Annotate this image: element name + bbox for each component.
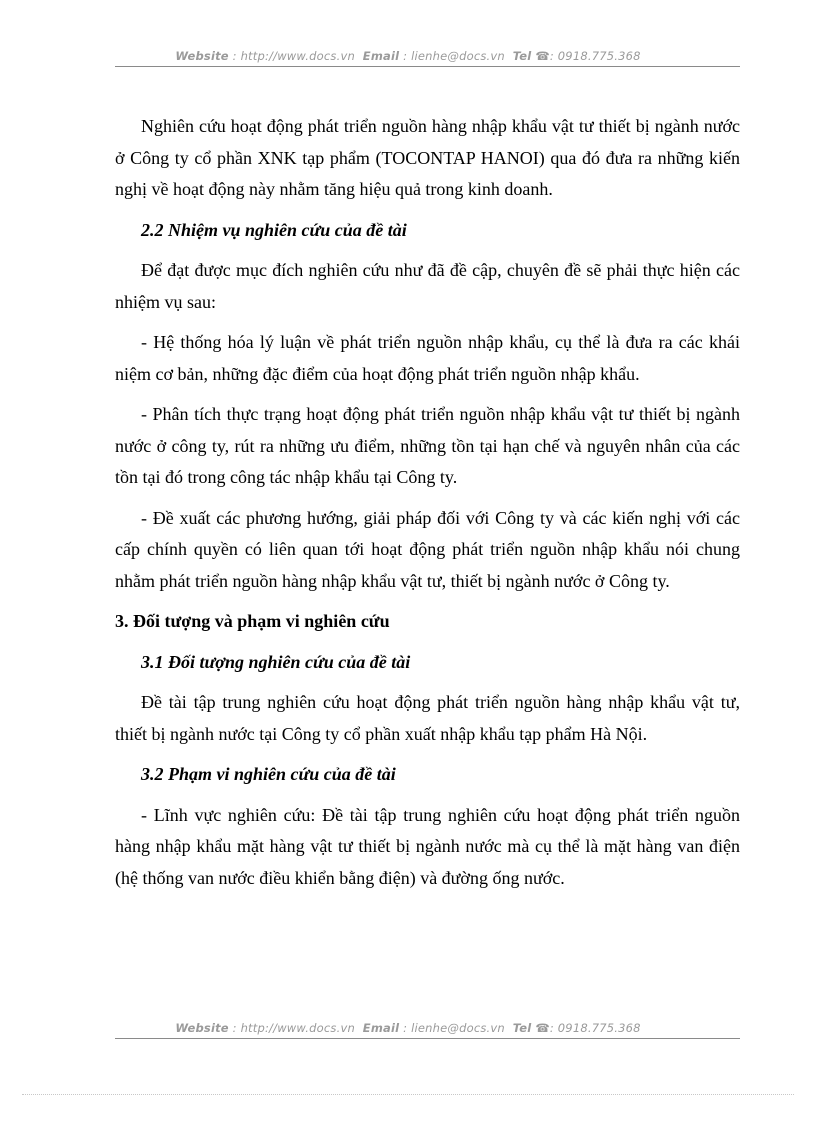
header-website-label: Website [175, 49, 229, 63]
paragraph-scope: - Lĩnh vực nghiên cứu: Đề tài tập trung nghiên cứu hoạt động phát triển nguồn hàng nhập khẩu mặt hàng vật tư thiết bị ngành nước mà cụ thể là mặt hàng van điện (hệ thống van nước điều khiển bằng điện) và đường ống nước. [115, 804, 740, 888]
paragraph-task-1: - Hệ thống hóa lý luận về phát triển nguồn nhập khẩu, cụ thể là đưa ra các khái niệm cơ bản, những đặc điểm của hoạt động phát triển nguồn nhập khẩu. [115, 332, 740, 384]
footer-website-value: : http://www.docs.vn [232, 1021, 355, 1035]
page-break-line [22, 1094, 794, 1095]
footer-rule [115, 1038, 740, 1039]
paragraph-task-2: - Phân tích thực trạng hoạt động phát triển nguồn nhập khẩu vật tư thiết bị ngành nước ở công ty, rút ra những ưu điểm, những tồn tại hạn chế và nguyên nhân của các tồn tại đó trong công tác nhập khẩu tại Công ty. [115, 404, 740, 487]
phone-icon: ☎ [535, 49, 550, 63]
footer-tel-label: Tel [512, 1021, 532, 1035]
header-email-label: Email [362, 49, 400, 63]
page-footer [0, 1021, 816, 1035]
page-header [0, 49, 816, 63]
header-tel-label: Tel [512, 49, 532, 63]
paragraph-objective: Nghiên cứu hoạt động phát triển nguồn hàng nhập khẩu vật tư thiết bị ngành nước ở Công ty cổ phần XNK tạp phẩm (TOCONTAP HANOI) qua đó đưa ra những kiến nghị về hoạt động này nhằm tăng hiệu quả trong kinh doanh. [115, 116, 740, 199]
paragraph-subject: Đề tài tập trung nghiên cứu hoạt động phát triển nguồn hàng nhập khẩu vật tư, thiết bị ngành nước tại Công ty cổ phần xuất nhập khẩu tạp phẩm Hà Nội. [115, 692, 740, 744]
footer-email-label: Email [362, 1021, 400, 1035]
heading-3-1: 3.1 Đối tượng nghiên cứu của đề tài [141, 651, 411, 672]
header-email-value: : lienhe@docs.vn [403, 49, 505, 63]
header-tel-value: : 0918.775.368 [549, 49, 641, 63]
heading-2-2: 2.2 Nhiệm vụ nghiên cứu của đề tài [141, 219, 407, 240]
document-body [115, 111, 740, 903]
heading-3-2: 3.2 Phạm vi nghiên cứu của đề tài [141, 764, 396, 784]
paragraph-task-3: - Đề xuất các phương hướng, giải pháp đối với Công ty và các kiến nghị với các cấp chính quyền có liên quan tới hoạt động phát triển nguồn nhập khẩu nói chung nhằm phát triển nguồn hàng nhập khẩu vật tư, thiết bị ngành nước ở Công ty. [115, 507, 740, 591]
footer-tel-value: : 0918.775.368 [549, 1021, 641, 1035]
header-website-value: : http://www.docs.vn [232, 49, 355, 63]
footer-website-label: Website [175, 1021, 229, 1035]
paragraph-tasks-intro: Để đạt được mục đích nghiên cứu như đã đề cập, chuyên đề sẽ phải thực hiện các nhiệm vụ sau: [115, 260, 740, 312]
header-rule [115, 66, 740, 67]
heading-3: 3. Đối tượng và phạm vi nghiên cứu [115, 611, 390, 631]
footer-email-value: : lienhe@docs.vn [403, 1021, 505, 1035]
phone-icon: ☎ [535, 1021, 550, 1035]
